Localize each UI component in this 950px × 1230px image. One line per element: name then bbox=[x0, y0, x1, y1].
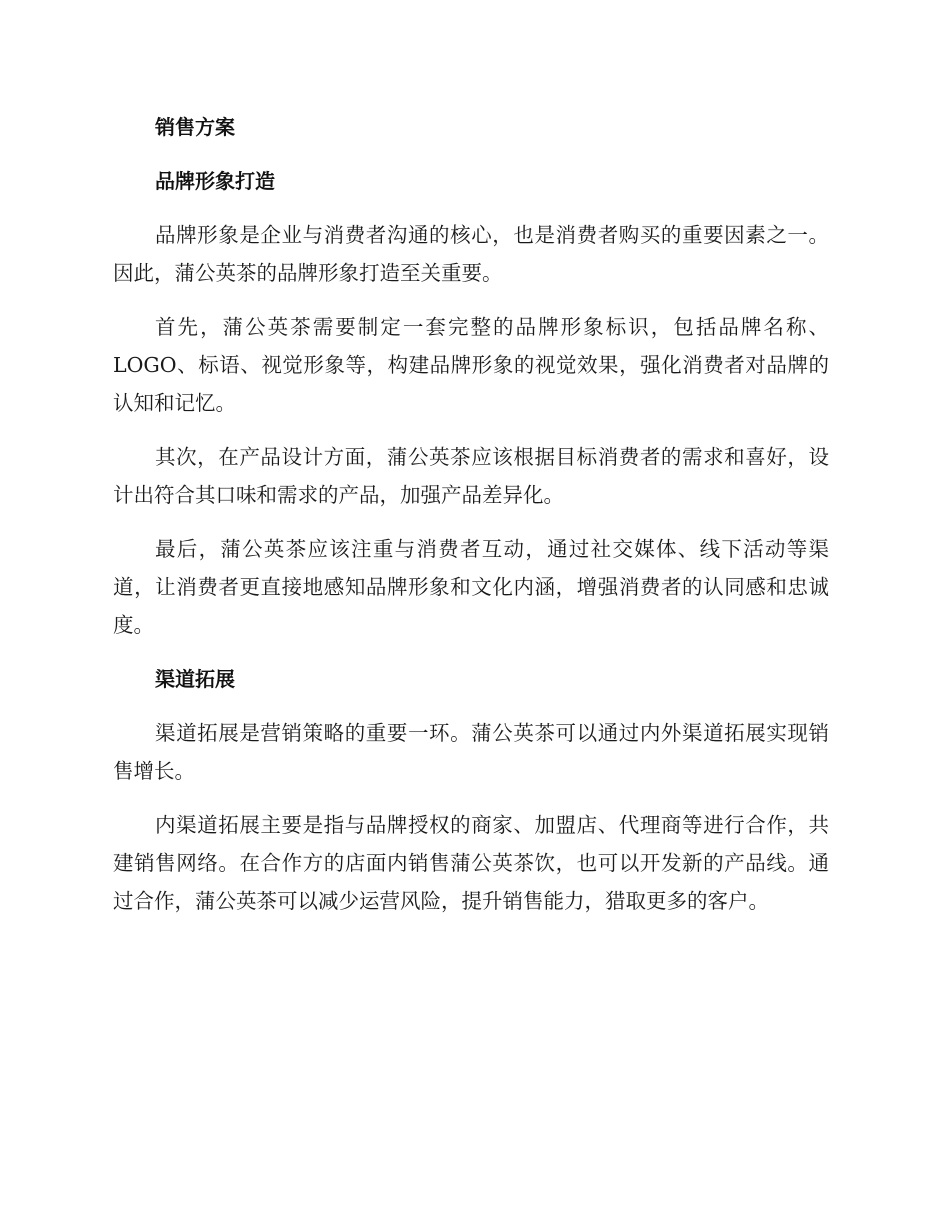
document-title: 销售方案 bbox=[155, 115, 235, 139]
paragraph: 品牌形象是企业与消费者沟通的核心，也是消费者购买的重要因素之一。因此，蒲公英茶的品牌形象打造至关重要。 bbox=[113, 223, 829, 285]
paragraph: 其次，在产品设计方面，蒲公英茶应该根据目标消费者的需求和喜好，设计出符合其口味和需求的产品，加强产品差异化。 bbox=[113, 445, 829, 507]
section-heading-channel-expansion: 渠道拓展 bbox=[155, 667, 235, 691]
document-content bbox=[113, 108, 829, 936]
paragraph: 渠道拓展是营销策略的重要一环。蒲公英茶可以通过内外渠道拓展实现销售增长。 bbox=[113, 721, 829, 783]
paragraph: 最后，蒲公英茶应该注重与消费者互动，通过社交媒体、线下活动等渠道，让消费者更直接地感知品牌形象和文化内涵，增强消费者的认同感和忠诚度。 bbox=[113, 537, 829, 637]
section-heading-brand-image: 品牌形象打造 bbox=[155, 169, 275, 193]
paragraph: 首先，蒲公英茶需要制定一套完整的品牌形象标识，包括品牌名称、LOGO、标语、视觉形象等，构建品牌形象的视觉效果，强化消费者对品牌的认知和记忆。 bbox=[113, 315, 829, 415]
paragraph: 内渠道拓展主要是指与品牌授权的商家、加盟店、代理商等进行合作，共建销售网络。在合作方的店面内销售蒲公英茶饮，也可以开发新的产品线。通过合作，蒲公英茶可以减少运营风险，提升销售能力，猎取更多的客户。 bbox=[113, 813, 829, 913]
